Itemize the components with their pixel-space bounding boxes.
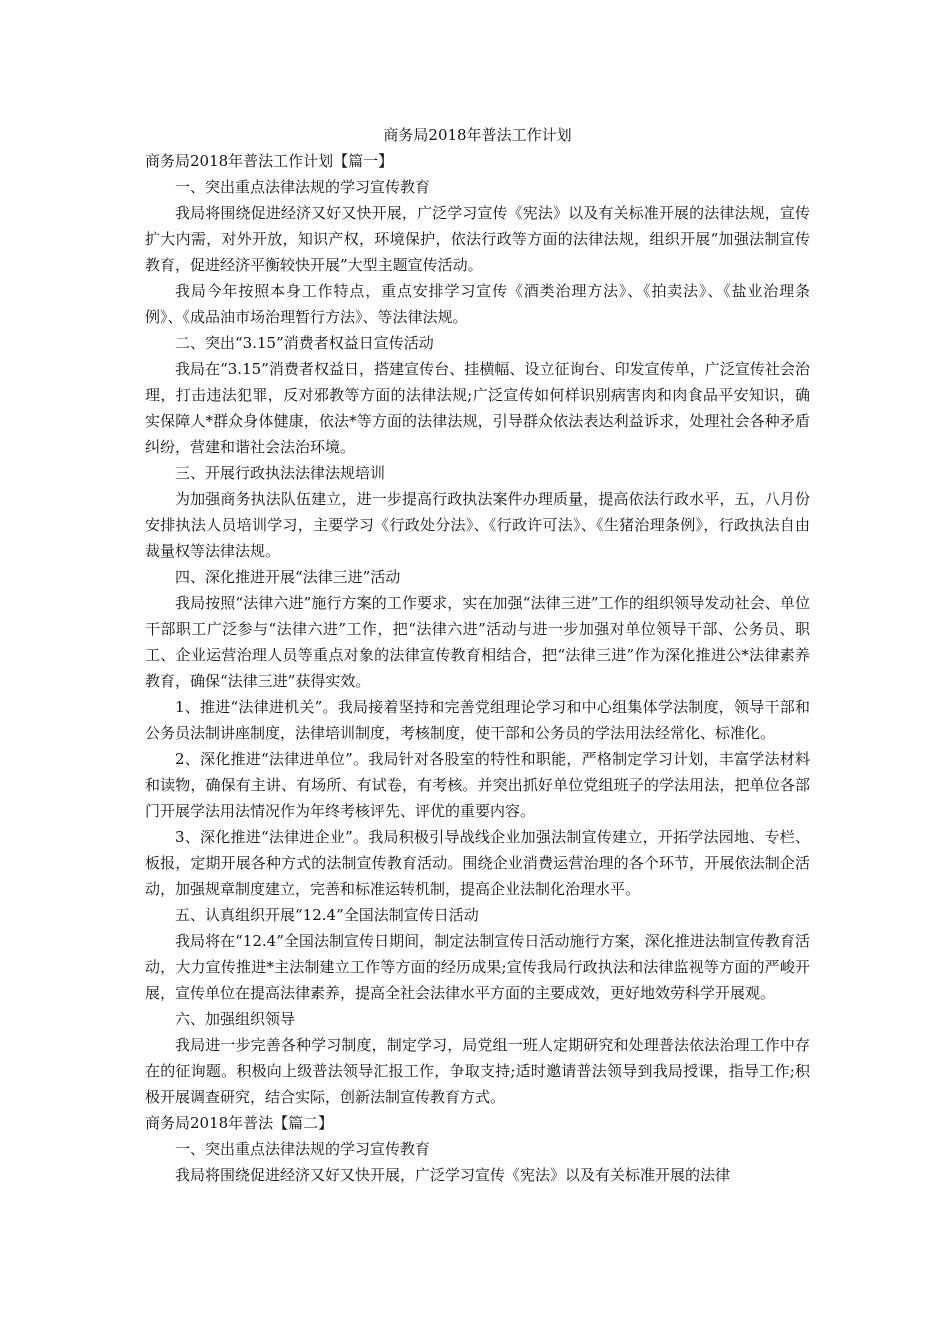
section-heading: 一、突出重点法律法规的学习宣传教育	[175, 178, 431, 196]
paragraph: 我局按照“法律六进”施行方案的工作要求，实在加强“法律三进”工作的组织领导发动社会、单位干部职工广泛参与“法律六进”工作，把“法律六进”活动与进一步加强对单位领导干部、公务员、职工、企业运营治理人员等重点对象的法律宣传教育相结合，把“法律三进”作为深化推进公*法律素养教育，确保“法律三进”获得实效。	[145, 594, 810, 690]
section-heading: 二、突出“3.15”消费者权益日宣传活动	[175, 334, 434, 352]
paragraph: 我局将围绕促进经济又好又快开展，广泛学习宣传《宪法》以及有关标准开展的法律	[175, 1166, 731, 1184]
document-page	[145, 122, 810, 1188]
paragraph: 我局今年按照本身工作特点，重点安排学习宣传《酒类治理方法》、《拍卖法》、《盐业治理条例》、《成品油市场治理暂行方法》、等法律法规。	[145, 282, 810, 326]
section-heading: 四、深化推进开展“法律三进”活动	[175, 568, 401, 586]
paragraph: 2、深化推进“法律进单位”。我局针对各股室的特性和职能，严格制定学习计划，丰富学法材料和读物，确保有主讲、有场所、有试卷，有考核。并突出抓好单位党组班子的学法用法，把单位各部门开展学法用法情况作为年终考核评先、评优的重要内容。	[145, 750, 810, 820]
section-heading: 五、认真组织开展“12.4”全国法制宣传日活动	[175, 906, 479, 924]
part-heading: 商务局2018年普法【篇二】	[145, 1114, 334, 1132]
paragraph: 我局将在“12.4”全国法制宣传日期间，制定法制宣传日活动施行方案，深化推进法制宣传教育活动，大力宣传推进*主法制建立工作等方面的经历成果;宣传我局行政执法和法律监视等方面的严峻开展，宣传单位在提高法律素养，提高全社会法律水平方面的主要成效，更好地效劳科学开展观。	[145, 932, 810, 1002]
paragraph: 1、推进“法律进机关”。我局接着坚持和完善党组理论学习和中心组集体学法制度，领导干部和公务员法制讲座制度，法律培训制度，考核制度，使干部和公务员的学法用法经常化、标准化。	[145, 698, 810, 742]
part-heading: 商务局2018年普法工作计划【篇一】	[145, 152, 394, 170]
section-heading: 三、开展行政执法法律法规培训	[175, 464, 386, 482]
document-body	[145, 148, 810, 1188]
section-heading: 六、加强组织领导	[175, 1010, 296, 1028]
paragraph: 我局进一步完善各种学习制度，制定学习，局党组一班人定期研究和处理普法依法治理工作中存在的征询题。积极向上级普法领导汇报工作，争取支持;适时邀请普法领导到我局授课，指导工作;积极开展调查研究，结合实际，创新法制宣传教育方式。	[145, 1036, 810, 1106]
section-heading: 一、突出重点法律法规的学习宣传教育	[175, 1140, 431, 1158]
paragraph: 我局在“3.15”消费者权益日，搭建宣传台、挂横幅、设立征询台、印发宣传单，广泛宣传社会治理，打击违法犯罪，反对邪教等方面的法律法规;广泛宣传如何样识别病害肉和肉食品平安知识，确实保障人*群众身体健康，依法*等方面的法律法规，引导群众依法表达利益诉求，处理社会各种矛盾纠纷，营建和谐社会法治环境。	[145, 360, 810, 456]
paragraph: 为加强商务执法队伍建立，进一步提高行政执法案件办理质量，提高依法行政水平，五，八月份安排执法人员培训学习，主要学习《行政处分法》、《行政许可法》、《生猪治理条例》，行政执法自由裁量权等法律法规。	[145, 490, 810, 560]
document-title: 商务局2018年普法工作计划	[383, 126, 572, 144]
paragraph: 3、深化推进“法律进企业”。我局积极引导战线企业加强法制宣传建立，开拓学法园地、专栏、板报，定期开展各种方式的法制宣传教育活动。围绕企业消费运营治理的各个环节，开展依法制企活动，加强规章制度建立，完善和标准运转机制，提高企业法制化治理水平。	[145, 828, 810, 898]
paragraph: 我局将围绕促进经济又好又快开展，广泛学习宣传《宪法》以及有关标准开展的法律法规，宣传扩大内需，对外开放，知识产权，环境保护，依法行政等方面的法律法规，组织开展“加强法制宣传教育，促进经济平衡较快开展”大型主题宣传活动。	[145, 204, 810, 274]
